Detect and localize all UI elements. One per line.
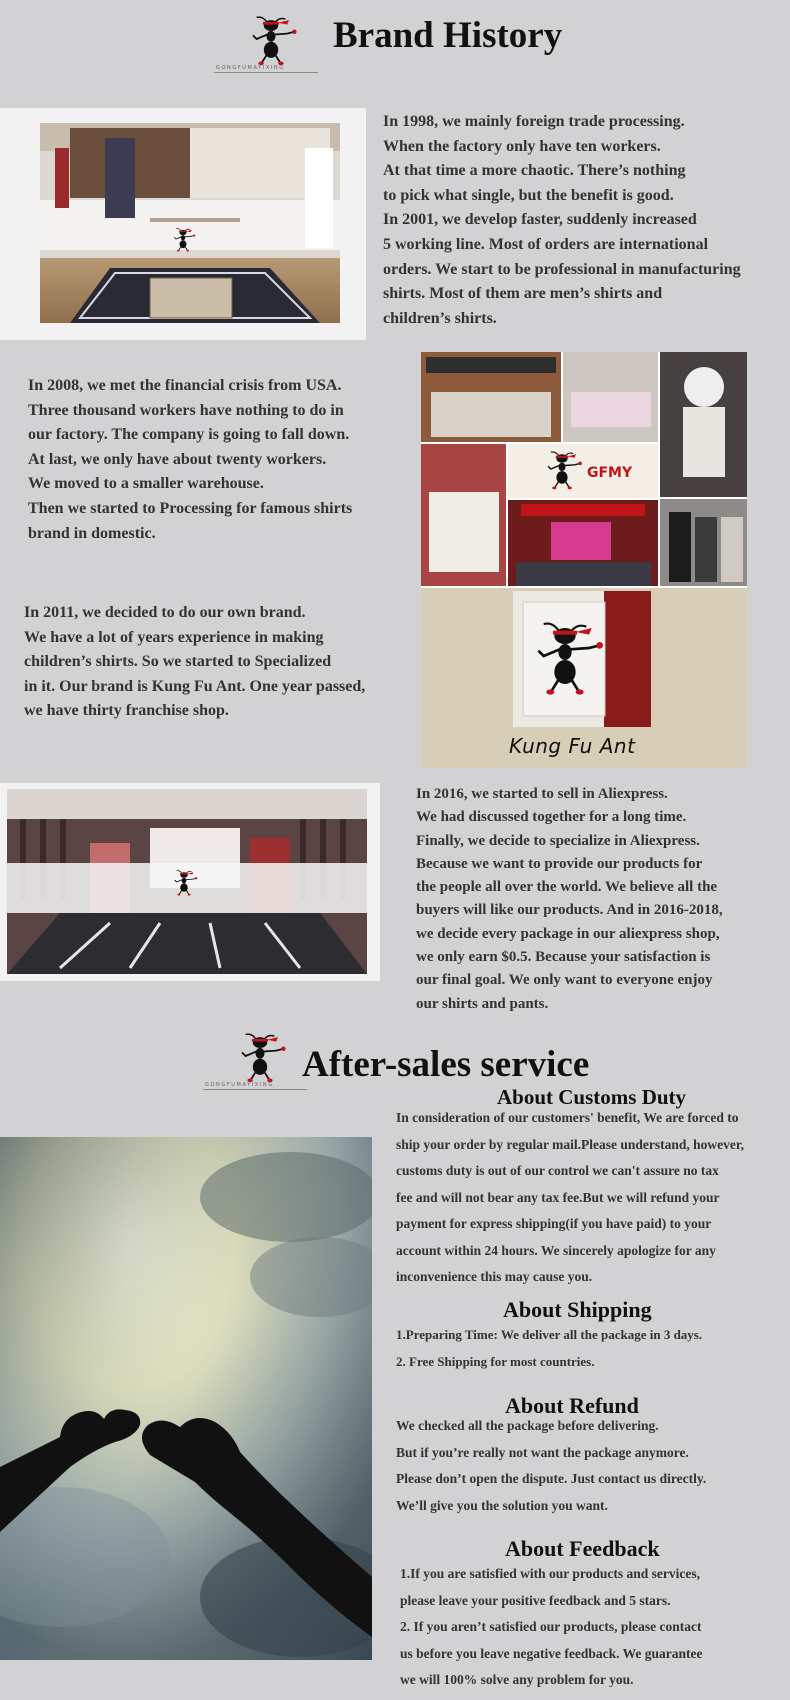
text-line: the people all over the world. We believe all the xyxy=(416,879,718,896)
text-line: We checked all the package before delivering. xyxy=(396,1418,659,1433)
text-line: shirts. Most of them are men’s shirts and xyxy=(383,285,663,303)
text-line: We’ll give you the solution you want. xyxy=(396,1497,608,1513)
brand-history-title: Brand History xyxy=(333,15,563,56)
brand-ant-logo-icon xyxy=(242,12,300,66)
text-line: We moved to a smaller warehouse. xyxy=(28,475,264,493)
refund-text xyxy=(396,1413,706,1519)
text-line: account within 24 hours. We sincerely apologize for any xyxy=(396,1242,716,1258)
store-interior-photo-2 xyxy=(0,783,380,981)
after-sales-title: After-sales service xyxy=(302,1044,590,1085)
history-2016-paragraph xyxy=(416,783,723,1016)
kung-fu-ant-brand-card xyxy=(421,588,747,768)
feedback-heading: About Feedback xyxy=(505,1536,660,1561)
text-line: payment for express shipping(if you have paid) to your xyxy=(396,1216,712,1231)
brand-photo-collage xyxy=(421,352,747,588)
text-line: we will 100% solve any problem for you. xyxy=(400,1672,634,1687)
text-line: Because we want to provide our products for xyxy=(416,855,703,872)
history-2008-paragraph xyxy=(28,374,352,546)
text-line: customs duty is out of our control we can't assure no tax xyxy=(396,1163,719,1178)
kung-fu-ant-brand-name: Kung Fu Ant xyxy=(509,734,636,758)
text-line: In 2016, we started to sell in Aliexpress. xyxy=(416,786,668,802)
text-line: At that time a more chaotic. There’s nothing xyxy=(383,162,686,180)
text-line: our final goal. We only want to everyone enjoy xyxy=(416,972,713,989)
feedback-text xyxy=(400,1561,702,1694)
refund-heading: About Refund xyxy=(505,1393,639,1418)
collage-gfmy-label: GFMY xyxy=(587,465,633,481)
text-line: our factory. The company is going to fall down. xyxy=(28,426,350,444)
store-interior-photo-1 xyxy=(0,108,366,340)
text-line: In 2011, we decided to do our own brand. xyxy=(24,604,306,621)
text-line: We have a lot of years experience in making xyxy=(24,628,324,646)
text-line: inconvenience this may cause you. xyxy=(396,1269,593,1284)
text-line: orders. We start to be professional in manufacturing xyxy=(383,260,741,278)
text-line: 5 working line. Most of orders are international xyxy=(383,235,709,253)
text-line: In 1998, we mainly foreign trade processing. xyxy=(383,113,685,130)
text-line: children’s shirts. xyxy=(383,309,497,327)
shipping-heading: About Shipping xyxy=(503,1297,652,1322)
customs-duty-heading: About Customs Duty xyxy=(497,1085,687,1109)
text-line: us before you leave negative feedback. We guarantee xyxy=(400,1645,703,1661)
text-line: 2. If you aren’t satisfied our products, please contact xyxy=(400,1619,702,1634)
history-1998-paragraph xyxy=(383,110,741,331)
text-line: Finally, we decide to specialize in Aliexpress. xyxy=(416,832,700,849)
text-line: 1.Preparing Time: We deliver all the package in 3 days. xyxy=(396,1327,703,1342)
text-line: 2. Free Shipping for most countries. xyxy=(396,1353,595,1369)
text-line: buyers will like our products. And in 2016-2018, xyxy=(416,902,723,919)
text-line: In 2008, we met the financial crisis from USA. xyxy=(28,377,342,394)
text-line: we only earn $0.5. Because your satisfaction is xyxy=(416,949,711,966)
text-line: Then we started to Processing for famous shirts xyxy=(28,499,353,517)
text-line: children’s shirts. So we started to Specialized xyxy=(24,653,332,671)
text-line: brand in domestic. xyxy=(28,524,156,542)
text-line: to pick what single, but the benefit is good. xyxy=(383,186,674,204)
logo-underline xyxy=(214,72,318,73)
text-line: Please don’t open the dispute. Just contact us directly. xyxy=(396,1471,707,1486)
text-line: In consideration of our customers' benefit, We are forced to xyxy=(396,1110,739,1125)
shipping-text xyxy=(396,1322,702,1375)
text-line: please leave your positive feedback and 5 stars. xyxy=(400,1592,671,1608)
after-sales-ant-logo-icon xyxy=(231,1029,289,1083)
pinky-promise-sky-photo xyxy=(0,1137,372,1660)
logo-underline xyxy=(203,1089,307,1090)
text-line: When the factory only have ten workers. xyxy=(383,137,661,155)
text-line: In 2001, we develop faster, suddenly increased xyxy=(383,211,697,229)
text-line: our shirts and pants. xyxy=(416,995,549,1012)
text-line: ship your order by regular mail.Please understand, however, xyxy=(396,1136,745,1152)
text-line: At last, we only have about twenty workers. xyxy=(28,450,327,468)
text-line: We had discussed together for a long time. xyxy=(416,809,687,826)
text-line: 1.If you are satisfied with our products and services, xyxy=(400,1566,701,1581)
text-line: Three thousand workers have nothing to do in xyxy=(28,401,344,419)
history-2011-paragraph xyxy=(24,601,365,724)
text-line: we have thirty franchise shop. xyxy=(24,702,229,720)
text-line: But if you’re really not want the package anymore. xyxy=(396,1444,689,1460)
text-line: we decide every package in our aliexpress shop, xyxy=(416,925,720,942)
text-line: in it. Our brand is Kung Fu Ant. One year passed, xyxy=(24,677,366,695)
logo-caption: GONGFUMAYIXING xyxy=(216,65,285,71)
text-line: fee and will not bear any tax fee.But we will refund your xyxy=(396,1189,720,1205)
logo-caption: GONGFUMAYIXING xyxy=(205,1082,274,1088)
customs-duty-text xyxy=(396,1105,744,1291)
